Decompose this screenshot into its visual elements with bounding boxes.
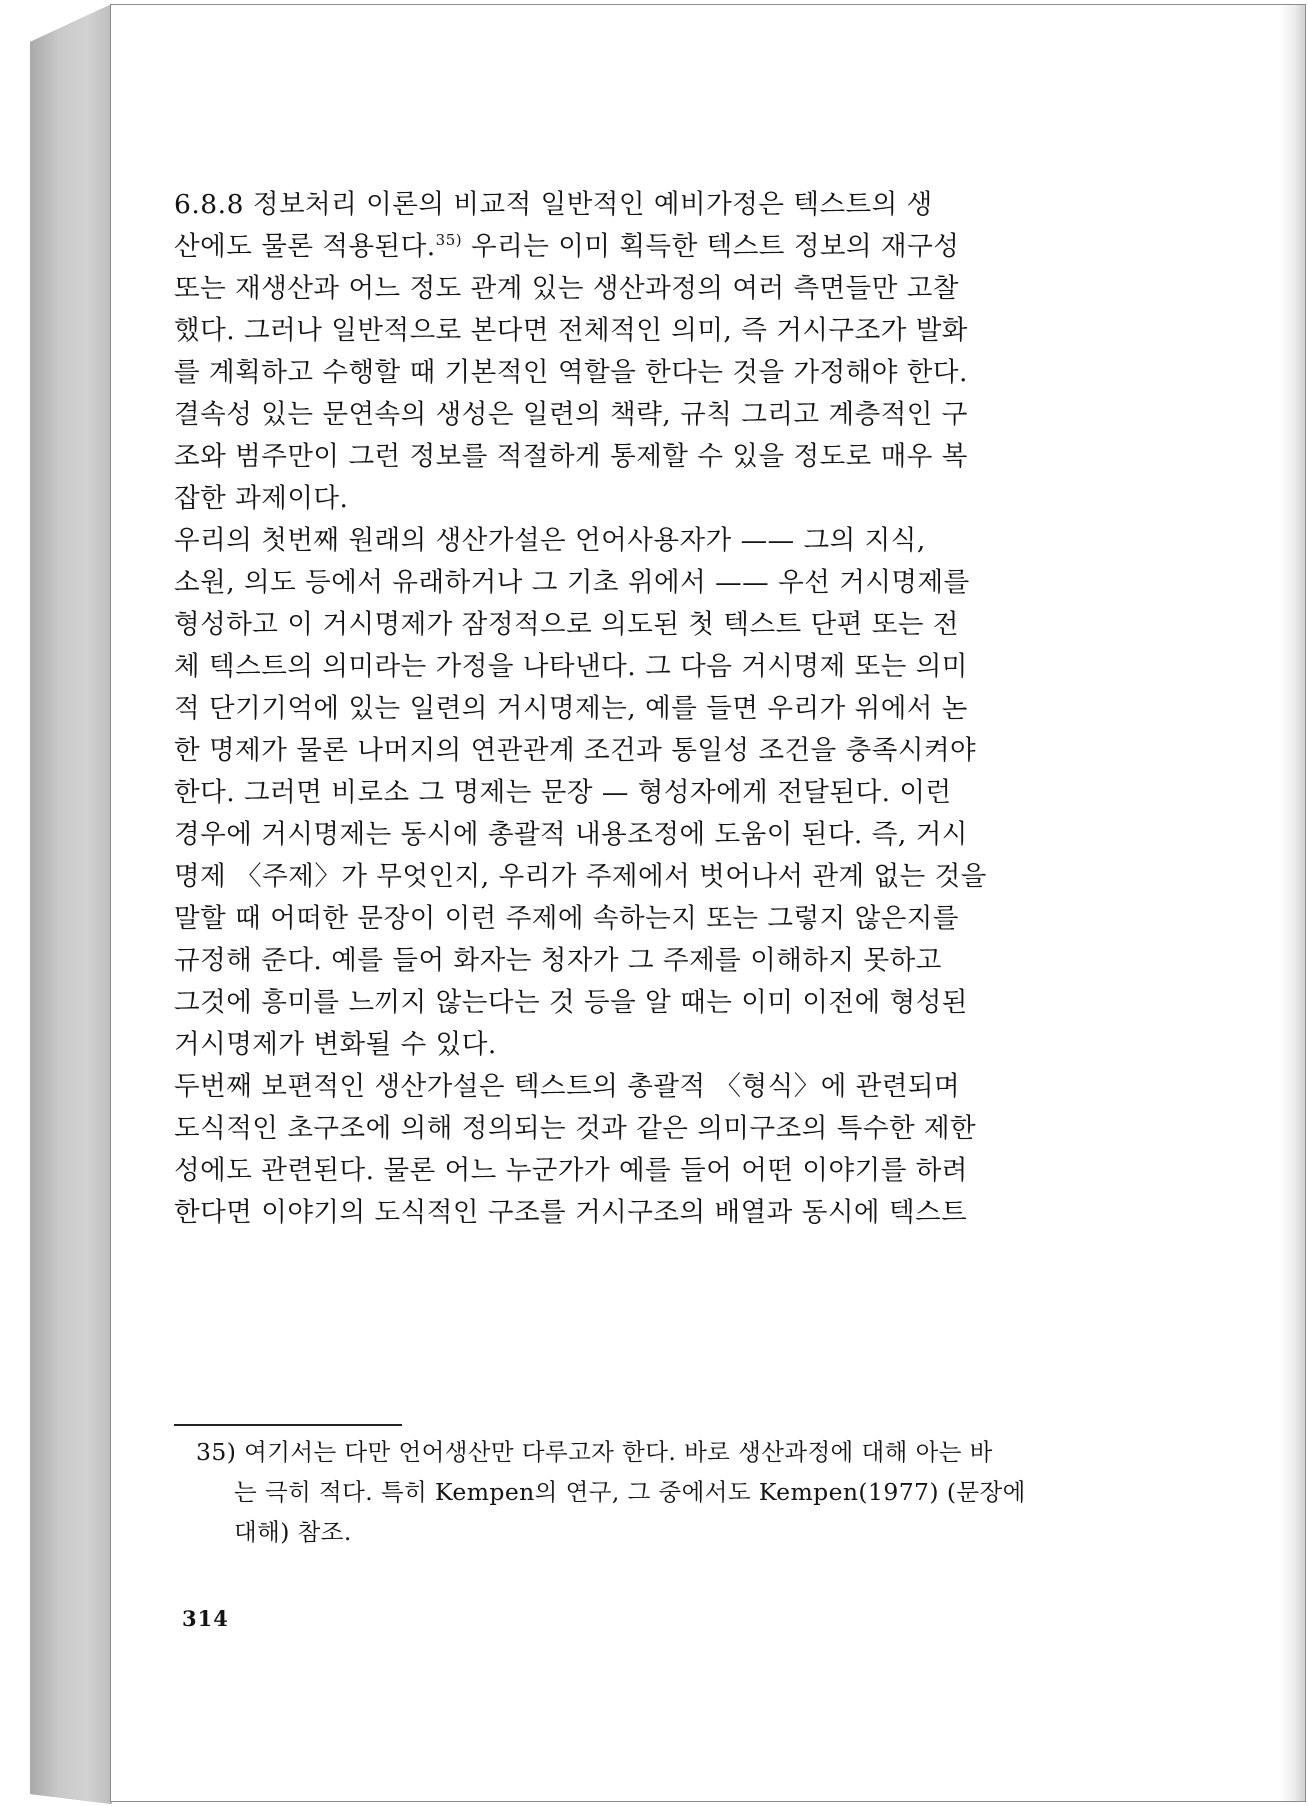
text-segment: 우리는 이미 획득한 텍스트 정보의 재구성 — [462, 231, 960, 262]
text-line: 조와 범주만이 그런 정보를 적절하게 통제할 수 있을 정도로 매우 복 — [174, 441, 968, 472]
text-line: 체 텍스트의 의미라는 가정을 나타낸다. 그 다음 거시명제 또는 의미 — [174, 651, 968, 682]
text-line: 두번째 보편적인 생산가설은 텍스트의 총괄적 〈형식〉에 관련되며 — [174, 1071, 961, 1102]
text-line: 거시명제가 변화될 수 있다. — [174, 1029, 497, 1060]
text-line: 결속성 있는 문연속의 생성은 일련의 책략, 규칙 그리고 계층적인 구 — [174, 399, 968, 430]
page-number: 314 — [182, 1606, 229, 1631]
text-line: 명제 〈주제〉가 무엇인지, 우리가 주제에서 벗어나서 관계 없는 것을 — [174, 861, 987, 892]
footnote-line: 는 극히 적다. 특히 Kempen의 연구, 그 중에서도 Kempen(1977) (문장에 — [234, 1478, 1026, 1506]
footnote-divider — [174, 1424, 402, 1426]
text-line: 했다. 그러나 일반적으로 본다면 전체적인 의미, 즉 거시구조가 발화 — [174, 315, 968, 346]
text-line: 우리의 첫번째 원래의 생산가설은 언어사용자가 —— 그의 지식, — [174, 525, 926, 556]
text-line — [174, 226, 1124, 268]
text-line: 규정해 준다. 예를 들어 화자는 청자가 그 주제를 이해하지 못하고 — [174, 945, 942, 976]
text-line: 한다. 그러면 비로소 그 명제는 문장 — 형성자에게 전달된다. 이런 — [174, 777, 952, 808]
text-segment: 산에도 물론 적용된다. — [174, 231, 436, 262]
text-line: 경우에 거시명제는 동시에 총괄적 내용조정에 도움이 된다. 즉, 거시 — [174, 819, 968, 850]
text-line: 잡한 과제이다. — [174, 483, 349, 514]
footnote-line: 35) 여기서는 다만 언어생산만 다루고자 한다. 바로 생산과정에 대해 아는 바 — [196, 1438, 993, 1466]
text-line: 성에도 관련된다. 물론 어느 누군가가 예를 들어 어떤 이야기를 하려 — [174, 1155, 968, 1186]
text-line: 도식적인 초구조에 의해 정의되는 것과 같은 의미구조의 특수한 제한 — [174, 1113, 977, 1144]
body-text — [174, 184, 1124, 1234]
text-line: 그것에 흥미를 느끼지 않는다는 것 등을 알 때는 이미 이전에 형성된 — [174, 987, 968, 1018]
book-spine — [30, 4, 112, 1804]
text-line: 한 명제가 물론 나머지의 연관관계 조건과 통일성 조건을 충족시켜야 — [174, 735, 977, 766]
text-line: 말할 때 어떠한 문장이 이런 주제에 속하는지 또는 그렇지 않은지를 — [174, 903, 959, 934]
text-line: 6.8.8 정보처리 이론의 비교적 일반적인 예비가정은 텍스트의 생 — [174, 189, 933, 220]
text-line: 또는 재생산과 어느 정도 관계 있는 생산과정의 여러 측면들만 고찰 — [174, 273, 959, 304]
text-line: 한다면 이야기의 도식적인 구조를 거시구조의 배열과 동시에 텍스트 — [174, 1197, 968, 1228]
footnote — [196, 1432, 1136, 1552]
text-line: 형성하고 이 거시명제가 잠정적으로 의도된 첫 텍스트 단편 또는 전 — [174, 609, 959, 640]
text-line: 를 계획하고 수행할 때 기본적인 역할을 한다는 것을 가정해야 한다. — [174, 357, 968, 388]
text-line: 적 단기기억에 있는 일련의 거시명제는, 예를 들면 우리가 위에서 논 — [174, 693, 968, 724]
footnote-marker: 35) — [435, 231, 463, 250]
text-line: 소원, 의도 등에서 유래하거나 그 기초 위에서 —— 우선 거시명제를 — [174, 567, 970, 598]
footnote-line: 대해) 참조. — [234, 1518, 352, 1546]
page-edge-shade — [1279, 5, 1305, 1801]
